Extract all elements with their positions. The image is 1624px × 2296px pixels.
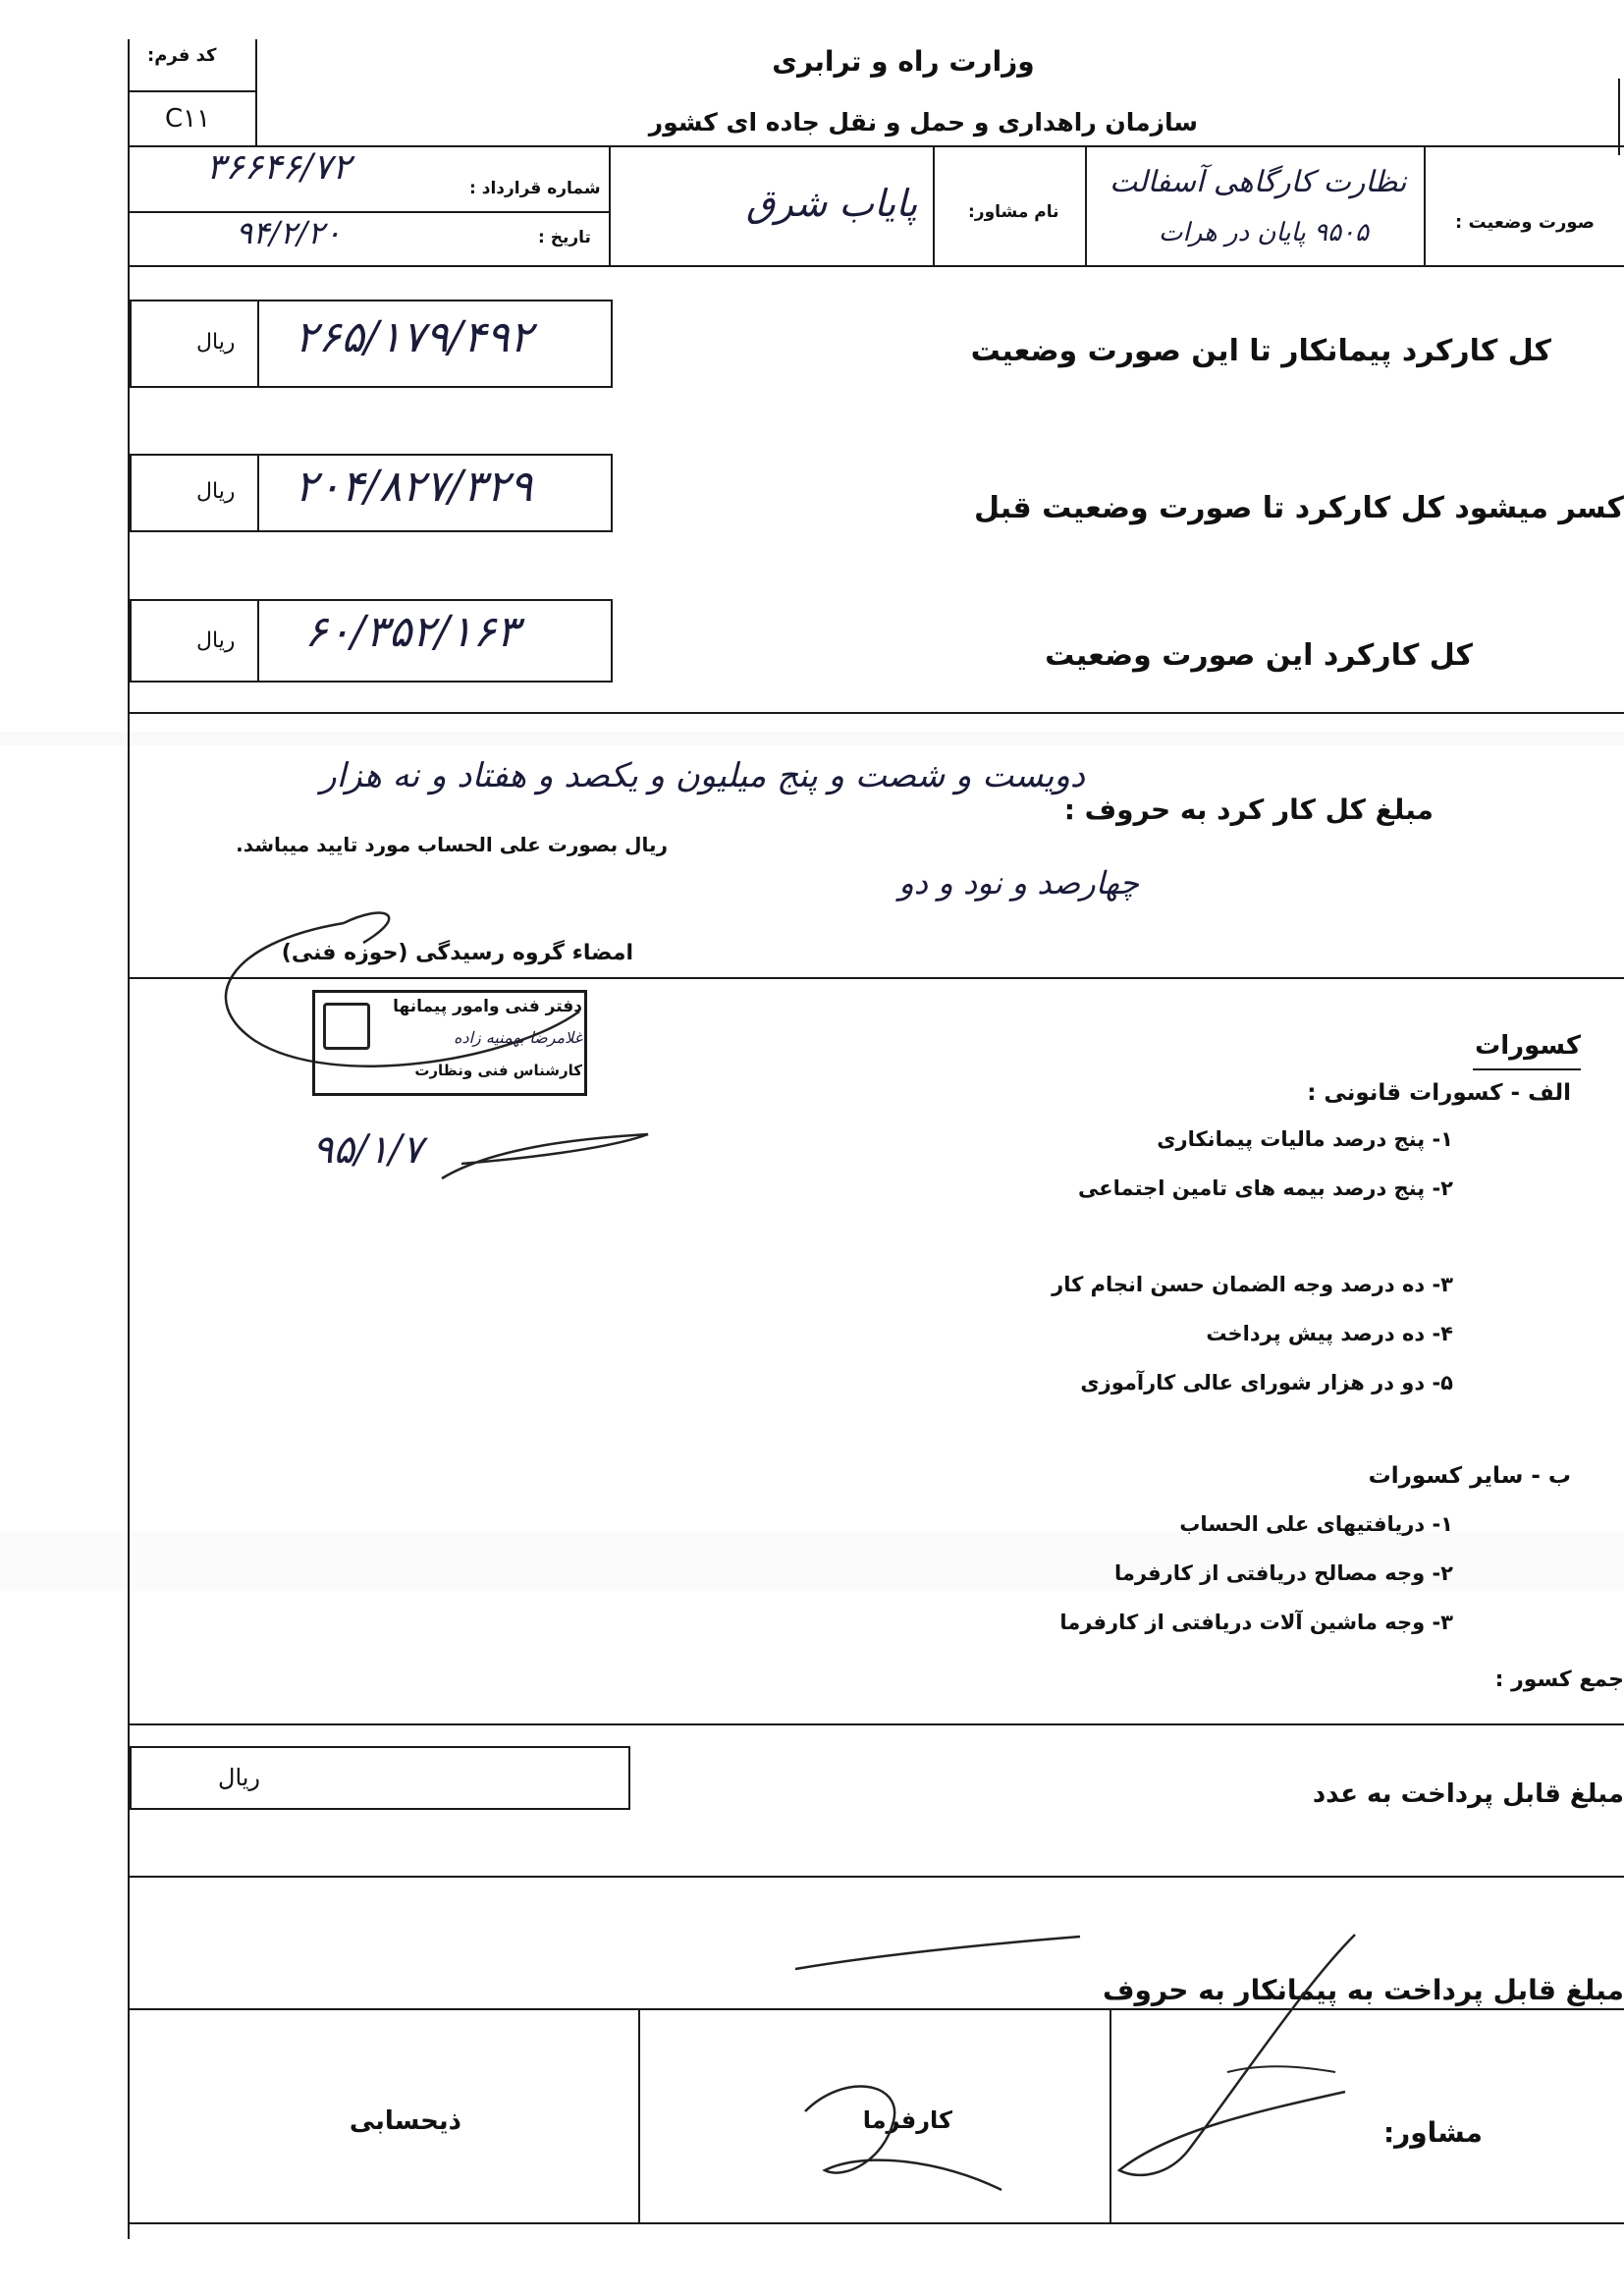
- legal-deductions-title: الف - کسورات قانونی :: [1307, 1080, 1571, 1106]
- frame-code-divider: [255, 39, 257, 145]
- accountant-label: ذیحسابی: [349, 2106, 461, 2136]
- legal-item-3: ۳- ده درصد وجه الضمان حسن انجام کار: [1052, 1273, 1453, 1296]
- other-deductions-title: ب - سایر کسورات: [1368, 1463, 1571, 1489]
- deductions-title: کسورات: [1475, 1031, 1581, 1061]
- payable-words-label: مبلغ قابل پرداخت به پیمانکار به حروف: [1102, 1974, 1624, 2006]
- consultant-label: نام مشاور:: [968, 202, 1059, 222]
- words-handwritten-line1: دویست و شصت و پنج میلیون و یکصد و هفتاد و نه هزار: [320, 756, 1085, 795]
- signature-divider-1: [638, 2008, 640, 2224]
- employer-label: کارفرما: [862, 2106, 952, 2134]
- payable-words-scribble: [785, 1925, 1100, 1984]
- total-row-2-divider: [257, 454, 259, 532]
- consultant-name: پایاب شرق: [746, 182, 918, 225]
- total-2-amount: ۲۰۴/۸۲۷/۳۲۹: [295, 462, 533, 512]
- stamp-line3: کارشناس فنی ونظارت: [414, 1062, 582, 1079]
- words-suffix: ریال بصورت علی الحساب مورد تایید میباشد.: [236, 833, 668, 856]
- info-divider-2: [933, 147, 935, 267]
- payable-number-box: [130, 1746, 630, 1810]
- payable-top-line: [128, 1723, 1624, 1725]
- total-3-label: کل کارکرد این صورت وضعیت: [1045, 638, 1473, 673]
- payable-mid-line: [128, 1876, 1624, 1878]
- frame-right-stub: [1618, 79, 1620, 155]
- other-item-2: ۲- وجه مصالح دریافتی از کارفرما: [1113, 1561, 1453, 1585]
- stamp-line1: دفتر فنی وامور پیمانها: [393, 997, 582, 1016]
- official-stamp: [312, 990, 587, 1096]
- total-1-amount: ۲۶۵/۱۷۹/۴۹۲: [295, 312, 533, 362]
- scan-artifact: [0, 732, 1624, 745]
- signature-bottom-line: [128, 2222, 1624, 2224]
- ministry-title: وزارت راه و ترابری: [772, 45, 1035, 78]
- frame-header-bottom: [128, 145, 1624, 147]
- legal-item-1: ۱- پنج درصد مالیات پیمانکاری: [1157, 1127, 1453, 1151]
- info-divider-4: [1424, 147, 1426, 267]
- total-3-currency: ریال: [196, 629, 236, 653]
- form-code-value: C۱۱: [165, 104, 211, 134]
- signature-top-line: [128, 2008, 1624, 2010]
- other-item-1: ۱- دریافتیهای علی الحساب: [1179, 1512, 1453, 1536]
- legal-item-5: ۵- دو در هزار شورای عالی کارآموزی: [1080, 1371, 1453, 1394]
- deductions-sum-label: جمع کسور :: [1494, 1667, 1624, 1692]
- total-row-1-divider: [257, 300, 259, 388]
- stamp-line2: غلامرضا بهمنیه زاده: [454, 1028, 582, 1047]
- total-2-label: کسر میشود کل کارکرد تا صورت وضعیت قبل: [974, 491, 1624, 525]
- contract-number-label: شماره قرارداد :: [469, 179, 601, 198]
- legal-item-4: ۴- ده درصد پیش پرداخت: [1206, 1322, 1453, 1345]
- statement-value-line2: ۹۵۰۵ پایان در هرات: [1159, 218, 1369, 247]
- total-1-currency: ریال: [196, 330, 236, 355]
- words-label: مبلغ کل کار کرد به حروف :: [1063, 793, 1434, 826]
- consultant-signature: [1080, 1925, 1375, 2200]
- organization-title: سازمان راهداری و حمل و نقل جاده ای کشور: [648, 108, 1198, 137]
- stamp-emblem-icon: [323, 1003, 370, 1050]
- total-row-3-divider: [257, 599, 259, 683]
- total-3-amount: ۶۰/۳۵۲/۱۶۳: [304, 607, 519, 657]
- payable-currency: ریال: [218, 1764, 261, 1791]
- stamp-date: ۹۵/۱/۷: [312, 1127, 423, 1173]
- info-row-bottom: [128, 265, 1624, 267]
- info-divider-3: [1085, 147, 1087, 267]
- stamp-date-signature: [432, 1120, 668, 1198]
- words-bottom-line: [128, 977, 1624, 979]
- totals-bottom-line: [128, 712, 1624, 714]
- statement-value-line1: نظارت کارگاهی آسفالت: [1110, 165, 1407, 199]
- info-row-mid-line: [128, 211, 609, 213]
- form-code-label: کد فرم:: [147, 45, 217, 66]
- employer-signature: [785, 2052, 1021, 2200]
- info-divider-1: [609, 147, 611, 267]
- statement-label: صورت وضعیت :: [1455, 212, 1596, 233]
- total-1-label: کل کارکرد پیمانکار تا این صورت وضعیت: [970, 334, 1551, 368]
- date-value: ۹۴/۲/۲۰: [236, 214, 342, 251]
- other-item-3: ۳- وجه ماشین آلات دریافتی از کارفرما: [1059, 1611, 1453, 1634]
- contract-number: ۳۶۶۴۶/۷۲: [206, 147, 352, 188]
- payable-number-label: مبلغ قابل پرداخت به عدد: [1312, 1779, 1624, 1809]
- total-2-currency: ریال: [196, 479, 236, 504]
- consultant-sign-label: مشاور:: [1382, 2116, 1483, 2149]
- frame-code-mid: [128, 90, 255, 92]
- deductions-title-underline: [1473, 1068, 1581, 1070]
- date-label: تاریخ :: [538, 228, 591, 247]
- review-committee-label: امضاء گروه رسیدگی (حوزه فنی): [281, 941, 633, 965]
- legal-item-2: ۲- پنج درصد بیمه های تامین اجتماعی: [1078, 1176, 1453, 1200]
- words-handwritten-line2: چهارصد و نود و دو: [898, 864, 1139, 902]
